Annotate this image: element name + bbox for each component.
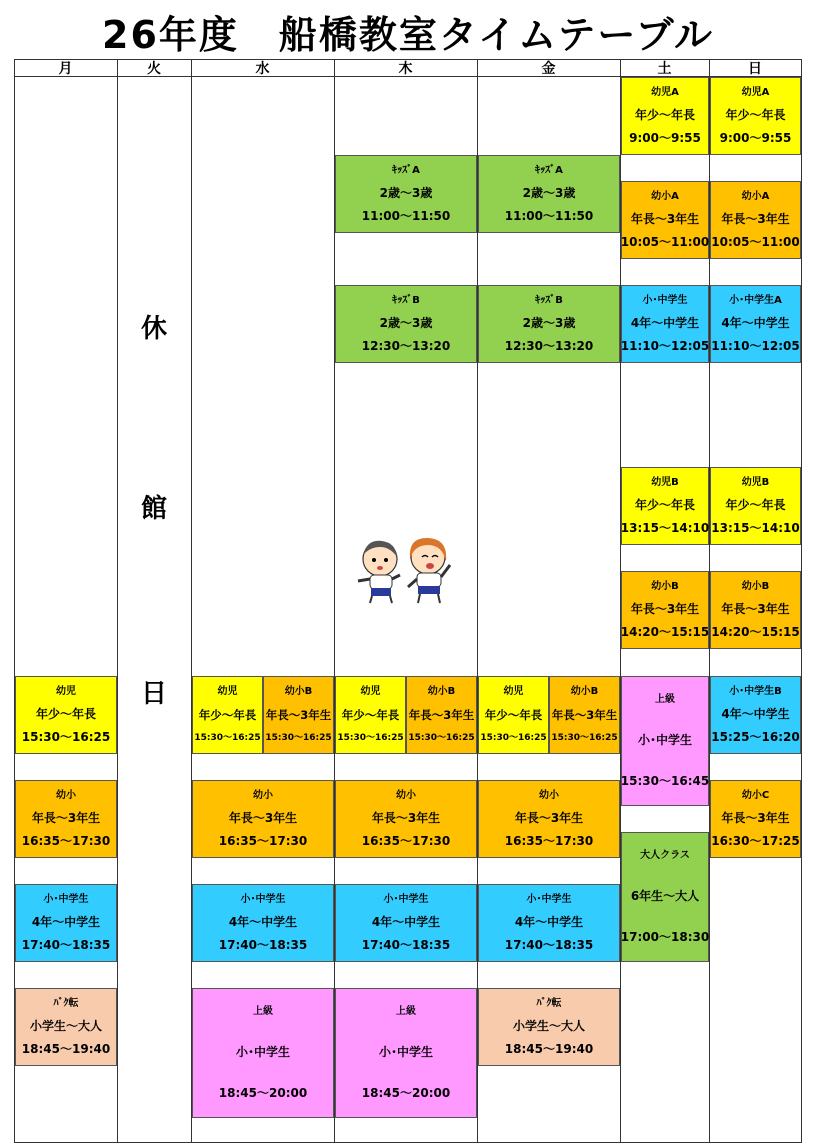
class-cell-mon-bakuten [15, 988, 117, 1066]
class-name: 小･中学生 [642, 294, 688, 306]
class-grade: 年長～3年生 [31, 810, 101, 825]
class-grade: 4年～中学生 [514, 914, 584, 929]
class-cell-sat-jokyu [621, 676, 709, 806]
class-name: 幼児A [741, 86, 770, 98]
class-name: 上級 [396, 1006, 416, 1018]
class-name: 幼児B [741, 476, 770, 488]
class-cell-fri-yosho [478, 780, 620, 858]
grid-line [117, 59, 118, 1143]
class-grade: 4年～中学生 [630, 315, 700, 330]
class-time: 17:40～18:35 [504, 938, 594, 953]
class-cell-sun-shochu-b [710, 676, 801, 754]
class-name: 幼小B [427, 686, 456, 698]
class-grade: 小･中学生 [637, 732, 692, 747]
class-grade: 小･中学生 [235, 1044, 290, 1059]
class-time: 11:10～12:05 [620, 339, 710, 354]
class-name: 幼児 [217, 686, 238, 698]
class-grade: 年少～年長 [484, 707, 543, 722]
day-header-fri: 金 [541, 60, 556, 77]
class-time: 18:45～19:40 [504, 1042, 594, 1057]
class-grade: 4年～中学生 [228, 914, 298, 929]
class-time: 15:30～16:25 [21, 730, 111, 745]
class-cell-wed-yosho-b [263, 676, 334, 754]
class-grade: 6年生～大人 [630, 888, 700, 903]
class-cell-mon-yoji [15, 676, 117, 754]
class-grade: 年長～3年生 [721, 601, 790, 616]
class-name: 幼児 [56, 685, 76, 697]
class-cell-fri-yoji [478, 676, 549, 754]
class-time: 11:00～11:50 [361, 209, 451, 224]
class-name: ﾊﾞｸ転 [53, 997, 79, 1009]
class-cell-sun-yoji-b [710, 467, 801, 545]
class-cell-sat-yosho-b [621, 571, 709, 649]
class-name: ｷｯｽﾞB [535, 294, 563, 306]
class-grade: 2歳～3歳 [522, 185, 576, 200]
class-grade: 年長～3年生 [551, 707, 618, 722]
class-time: 15:30～16:25 [265, 732, 332, 743]
class-grade: 年長～3年生 [265, 707, 332, 722]
class-cell-sat-yoji-a [621, 77, 709, 155]
class-grade: 2歳～3歳 [379, 185, 433, 200]
class-cell-thu-shochu [335, 884, 477, 962]
closed-char: 休 [140, 314, 167, 344]
class-name: 幼小 [253, 789, 273, 801]
class-cell-mon-yosho [15, 780, 117, 858]
class-name: 幼小B [570, 686, 599, 698]
class-grade: 年少～年長 [725, 107, 786, 122]
grid-line [801, 59, 802, 1143]
class-time: 18:45～20:00 [361, 1085, 451, 1100]
class-grade: 年長～3年生 [408, 707, 475, 722]
class-grade: 年長～3年生 [721, 810, 790, 825]
class-name: 幼児A [651, 86, 679, 98]
class-time: 15:30～16:25 [551, 732, 618, 743]
kids-mascot-illustration [350, 535, 460, 607]
class-time: 14:20～15:15 [711, 625, 800, 640]
class-time: 16:35～17:30 [21, 834, 111, 849]
class-time: 18:45～19:40 [21, 1042, 111, 1057]
class-cell-thu-kids-b [335, 285, 477, 363]
class-cell-sat-otona [621, 832, 709, 962]
class-time: 16:35～17:30 [218, 834, 308, 849]
day-header-thu: 木 [398, 60, 413, 77]
class-cell-thu-jokyu [335, 988, 477, 1118]
class-grade: 4年～中学生 [371, 914, 441, 929]
class-name: 幼小B [284, 686, 313, 698]
class-grade: 4年～中学生 [721, 315, 790, 330]
class-time: 18:45～20:00 [218, 1085, 308, 1100]
class-cell-thu-kids-a [335, 155, 477, 233]
class-name: 幼児B [651, 476, 679, 488]
class-grade: 小学生～大人 [512, 1018, 585, 1033]
class-cell-thu-yosho-b [406, 676, 477, 754]
class-time: 17:40～18:35 [361, 938, 451, 953]
class-cell-sun-shochu-a [710, 285, 801, 363]
closed-char: 日 [140, 679, 167, 709]
grid-line [191, 59, 192, 1143]
class-name: ﾊﾞｸ転 [536, 997, 562, 1009]
class-time: 13:15～14:10 [711, 521, 800, 536]
class-grade: 4年～中学生 [31, 914, 101, 929]
class-name: 上級 [253, 1006, 273, 1018]
class-name: 小･中学生A [729, 294, 782, 306]
class-cell-wed-yosho [192, 780, 334, 858]
class-grade: 年長～3年生 [228, 810, 298, 825]
class-name: 幼小C [741, 789, 770, 801]
class-cell-wed-shochu [192, 884, 334, 962]
class-cell-sun-yosho-a [710, 181, 801, 259]
class-grade: 2歳～3歳 [522, 315, 576, 330]
grid-line [14, 59, 15, 1143]
class-grade: 年少～年長 [634, 497, 695, 512]
class-time: 15:30～16:25 [194, 732, 261, 743]
closed-char: 館 [140, 494, 167, 524]
class-grade: 小･中学生 [378, 1044, 433, 1059]
class-time: 12:30～13:20 [361, 339, 451, 354]
class-cell-sun-yosho-c [710, 780, 801, 858]
class-name: ｷｯｽﾞA [535, 164, 563, 176]
class-time: 9:00～9:55 [719, 131, 792, 146]
grid-line [14, 1142, 802, 1143]
class-name: 幼児 [503, 686, 524, 698]
class-time: 15:25～16:20 [711, 730, 800, 745]
class-name: 幼小 [56, 789, 76, 801]
day-header-sat: 土 [657, 60, 672, 77]
class-name: 小･中学生 [240, 893, 286, 905]
class-cell-thu-yosho [335, 780, 477, 858]
class-time: 12:30～13:20 [504, 339, 594, 354]
class-time: 15:30～16:25 [337, 732, 404, 743]
class-time: 13:15～14:10 [620, 521, 710, 536]
class-time: 16:30～17:25 [711, 834, 800, 849]
class-cell-mon-shochu [15, 884, 117, 962]
class-name: 上級 [655, 694, 675, 706]
class-name: 幼小A [741, 190, 770, 202]
day-header-tue: 火 [147, 60, 161, 77]
class-name: ｷｯｽﾞA [392, 164, 420, 176]
class-time: 17:40～18:35 [218, 938, 308, 953]
class-time: 16:35～17:30 [361, 834, 451, 849]
class-grade: 年長～3年生 [630, 211, 700, 226]
class-name: 大人クラス [640, 850, 690, 862]
class-grade: 年少～年長 [634, 107, 695, 122]
class-grade: 年少～年長 [35, 706, 96, 721]
class-name: 幼小 [539, 789, 559, 801]
class-cell-fri-bakuten [478, 988, 620, 1066]
class-name: 幼小A [651, 190, 679, 202]
class-grade: 年少～年長 [341, 707, 400, 722]
page-title: 26年度 船橋教室タイムテーブル [102, 13, 714, 57]
class-time: 11:10～12:05 [711, 339, 800, 354]
class-grade: 4年～中学生 [721, 706, 790, 721]
day-header-mon: 月 [58, 60, 73, 77]
class-name: 小･中学生B [729, 685, 782, 697]
class-time: 15:30～16:45 [620, 773, 710, 788]
class-cell-sat-yosho-a [621, 181, 709, 259]
class-cell-sun-yosho-b [710, 571, 801, 649]
class-time: 10:05～11:00 [711, 235, 800, 250]
class-grade: 小学生～大人 [29, 1018, 102, 1033]
class-time: 15:30～16:25 [480, 732, 547, 743]
class-time: 16:35～17:30 [504, 834, 594, 849]
class-cell-thu-yoji [335, 676, 406, 754]
class-grade: 年長～3年生 [630, 601, 700, 616]
class-cell-wed-yoji [192, 676, 263, 754]
day-header-wed: 水 [255, 60, 270, 77]
class-grade: 年長～3年生 [721, 211, 790, 226]
class-time: 9:00～9:55 [629, 131, 701, 146]
class-time: 14:20～15:15 [620, 625, 710, 640]
class-name: 小･中学生 [526, 893, 572, 905]
class-cell-sun-yoji-a [710, 77, 801, 155]
class-name: 幼小 [396, 789, 416, 801]
class-name: 小･中学生 [43, 893, 89, 905]
class-cell-fri-shochu [478, 884, 620, 962]
class-grade: 2歳～3歳 [379, 315, 433, 330]
class-name: ｷｯｽﾞB [392, 294, 420, 306]
class-grade: 年少～年長 [198, 707, 257, 722]
class-grade: 年長～3年生 [371, 810, 441, 825]
class-time: 11:00～11:50 [504, 209, 594, 224]
class-name: 幼小B [741, 580, 770, 592]
class-time: 17:00～18:30 [620, 929, 710, 944]
class-cell-fri-kids-a [478, 155, 620, 233]
class-name: 幼児 [360, 686, 381, 698]
class-time: 15:30～16:25 [408, 732, 475, 743]
class-cell-sat-shochu [621, 285, 709, 363]
class-grade: 年少～年長 [725, 497, 786, 512]
class-name: 小･中学生 [383, 893, 429, 905]
class-name: 幼小B [651, 580, 679, 592]
class-cell-fri-kids-b [478, 285, 620, 363]
day-header-sun: 日 [748, 60, 762, 77]
class-grade: 年長～3年生 [514, 810, 584, 825]
class-time: 17:40～18:35 [21, 938, 111, 953]
class-cell-fri-yosho-b [549, 676, 620, 754]
class-cell-sat-yoji-b [621, 467, 709, 545]
class-cell-wed-jokyu [192, 988, 334, 1118]
class-time: 10:05～11:00 [620, 235, 710, 250]
